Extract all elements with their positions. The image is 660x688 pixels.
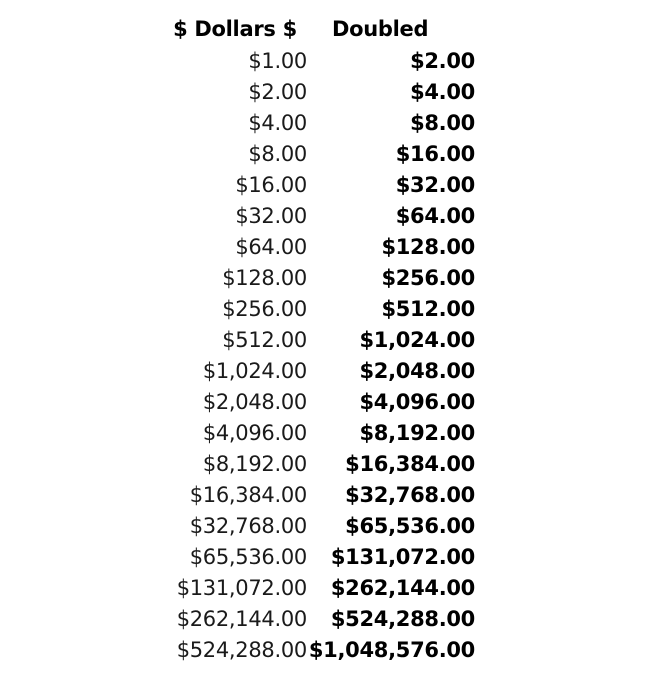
cell-doubled: $524,288.00 <box>330 606 475 631</box>
cell-dollars: $64.00 <box>235 234 307 259</box>
cell-dollars: $512.00 <box>222 327 307 352</box>
cell-doubled: $1,048,576.00 <box>308 637 475 662</box>
table-row <box>160 634 480 665</box>
cell-doubled: $64.00 <box>395 203 475 228</box>
table-row <box>160 231 480 262</box>
cell-dollars: $262,144.00 <box>176 606 307 631</box>
table-row <box>160 138 480 169</box>
table-row <box>160 572 480 603</box>
cell-doubled: $8,192.00 <box>359 420 475 445</box>
table-row <box>160 324 480 355</box>
table-row <box>160 448 480 479</box>
cell-dollars: $524,288.00 <box>176 637 307 662</box>
cell-dollars: $1,024.00 <box>202 358 307 383</box>
table-row <box>160 76 480 107</box>
cell-dollars: $4.00 <box>248 110 307 135</box>
table-row <box>160 262 480 293</box>
cell-dollars: $128.00 <box>222 265 307 290</box>
table-row <box>160 293 480 324</box>
cell-doubled: $16.00 <box>395 141 475 166</box>
cell-dollars: $65,536.00 <box>189 544 307 569</box>
cell-doubled: $2.00 <box>410 48 475 73</box>
cell-doubled: $16,384.00 <box>345 451 475 476</box>
cell-doubled: $32,768.00 <box>345 482 475 507</box>
table-row <box>160 107 480 138</box>
header-doubled: Doubled <box>332 16 429 41</box>
table-row <box>160 541 480 572</box>
table-row <box>160 169 480 200</box>
table-row <box>160 417 480 448</box>
table-row <box>160 603 480 634</box>
cell-doubled: $4,096.00 <box>359 389 475 414</box>
cell-doubled: $1,024.00 <box>359 327 475 352</box>
cell-doubled: $8.00 <box>410 110 475 135</box>
cell-dollars: $256.00 <box>222 296 307 321</box>
table-row <box>160 510 480 541</box>
doubling-table <box>160 12 480 665</box>
table-row <box>160 479 480 510</box>
cell-dollars: $32.00 <box>235 203 307 228</box>
table-header <box>160 12 480 45</box>
table-body <box>160 45 480 665</box>
cell-doubled: $256.00 <box>381 265 475 290</box>
table-row <box>160 200 480 231</box>
cell-doubled: $65,536.00 <box>345 513 475 538</box>
cell-dollars: $16,384.00 <box>189 482 307 507</box>
header-dollars: $ Dollars $ <box>173 16 297 41</box>
cell-doubled: $2,048.00 <box>359 358 475 383</box>
table-row <box>160 386 480 417</box>
cell-dollars: $32,768.00 <box>189 513 307 538</box>
cell-dollars: $16.00 <box>235 172 307 197</box>
cell-doubled: $131,072.00 <box>330 544 475 569</box>
cell-dollars: $2,048.00 <box>202 389 307 414</box>
cell-doubled: $262,144.00 <box>330 575 475 600</box>
cell-dollars: $8.00 <box>248 141 307 166</box>
cell-dollars: $4,096.00 <box>202 420 307 445</box>
cell-dollars: $1.00 <box>248 48 307 73</box>
cell-doubled: $128.00 <box>381 234 475 259</box>
cell-dollars: $8,192.00 <box>202 451 307 476</box>
table-row <box>160 45 480 76</box>
cell-doubled: $512.00 <box>381 296 475 321</box>
cell-doubled: $4.00 <box>410 79 475 104</box>
table-row <box>160 355 480 386</box>
cell-doubled: $32.00 <box>395 172 475 197</box>
cell-dollars: $2.00 <box>248 79 307 104</box>
cell-dollars: $131,072.00 <box>176 575 307 600</box>
